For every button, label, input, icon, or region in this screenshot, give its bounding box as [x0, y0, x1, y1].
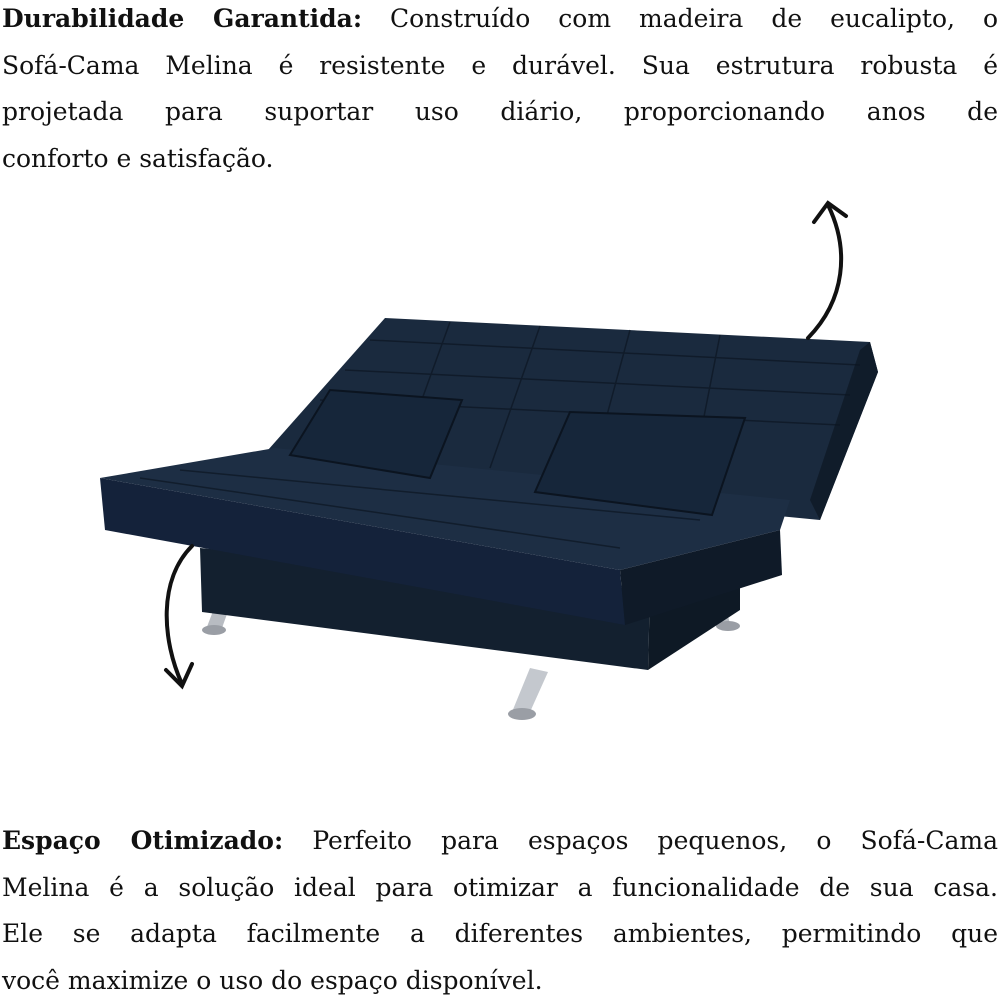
paragraph-line: você maximize o uso do espaço disponível.	[2, 958, 998, 1004]
paragraph-line: Sofá-Cama Melina é resistente e durável. Sua estrutura robusta é	[2, 43, 998, 90]
space-paragraph	[2, 818, 998, 1004]
durability-heading: Durabilidade Garantida:	[2, 4, 362, 33]
space-heading: Espaço Otimizado:	[2, 826, 283, 855]
arrow-down-icon	[166, 546, 192, 686]
sofa-icon	[100, 318, 878, 720]
paragraph-line: Melina é a solução ideal para otimizar a funcionalidade de sua casa.	[2, 865, 998, 912]
paragraph-line: Durabilidade Garantida: Construído com madeira de eucalipto, o	[2, 0, 998, 43]
arrow-up-icon	[808, 203, 846, 338]
paragraph-line: conforto e satisfação.	[2, 136, 998, 183]
paragraph-line: projetada para suportar uso diário, proporcionando anos de	[2, 89, 998, 136]
paragraph-line: Espaço Otimizado: Perfeito para espaços pequenos, o Sofá-Cama	[2, 818, 998, 865]
paragraph-line: Ele se adapta facilmente a diferentes ambientes, permitindo que	[2, 911, 998, 958]
